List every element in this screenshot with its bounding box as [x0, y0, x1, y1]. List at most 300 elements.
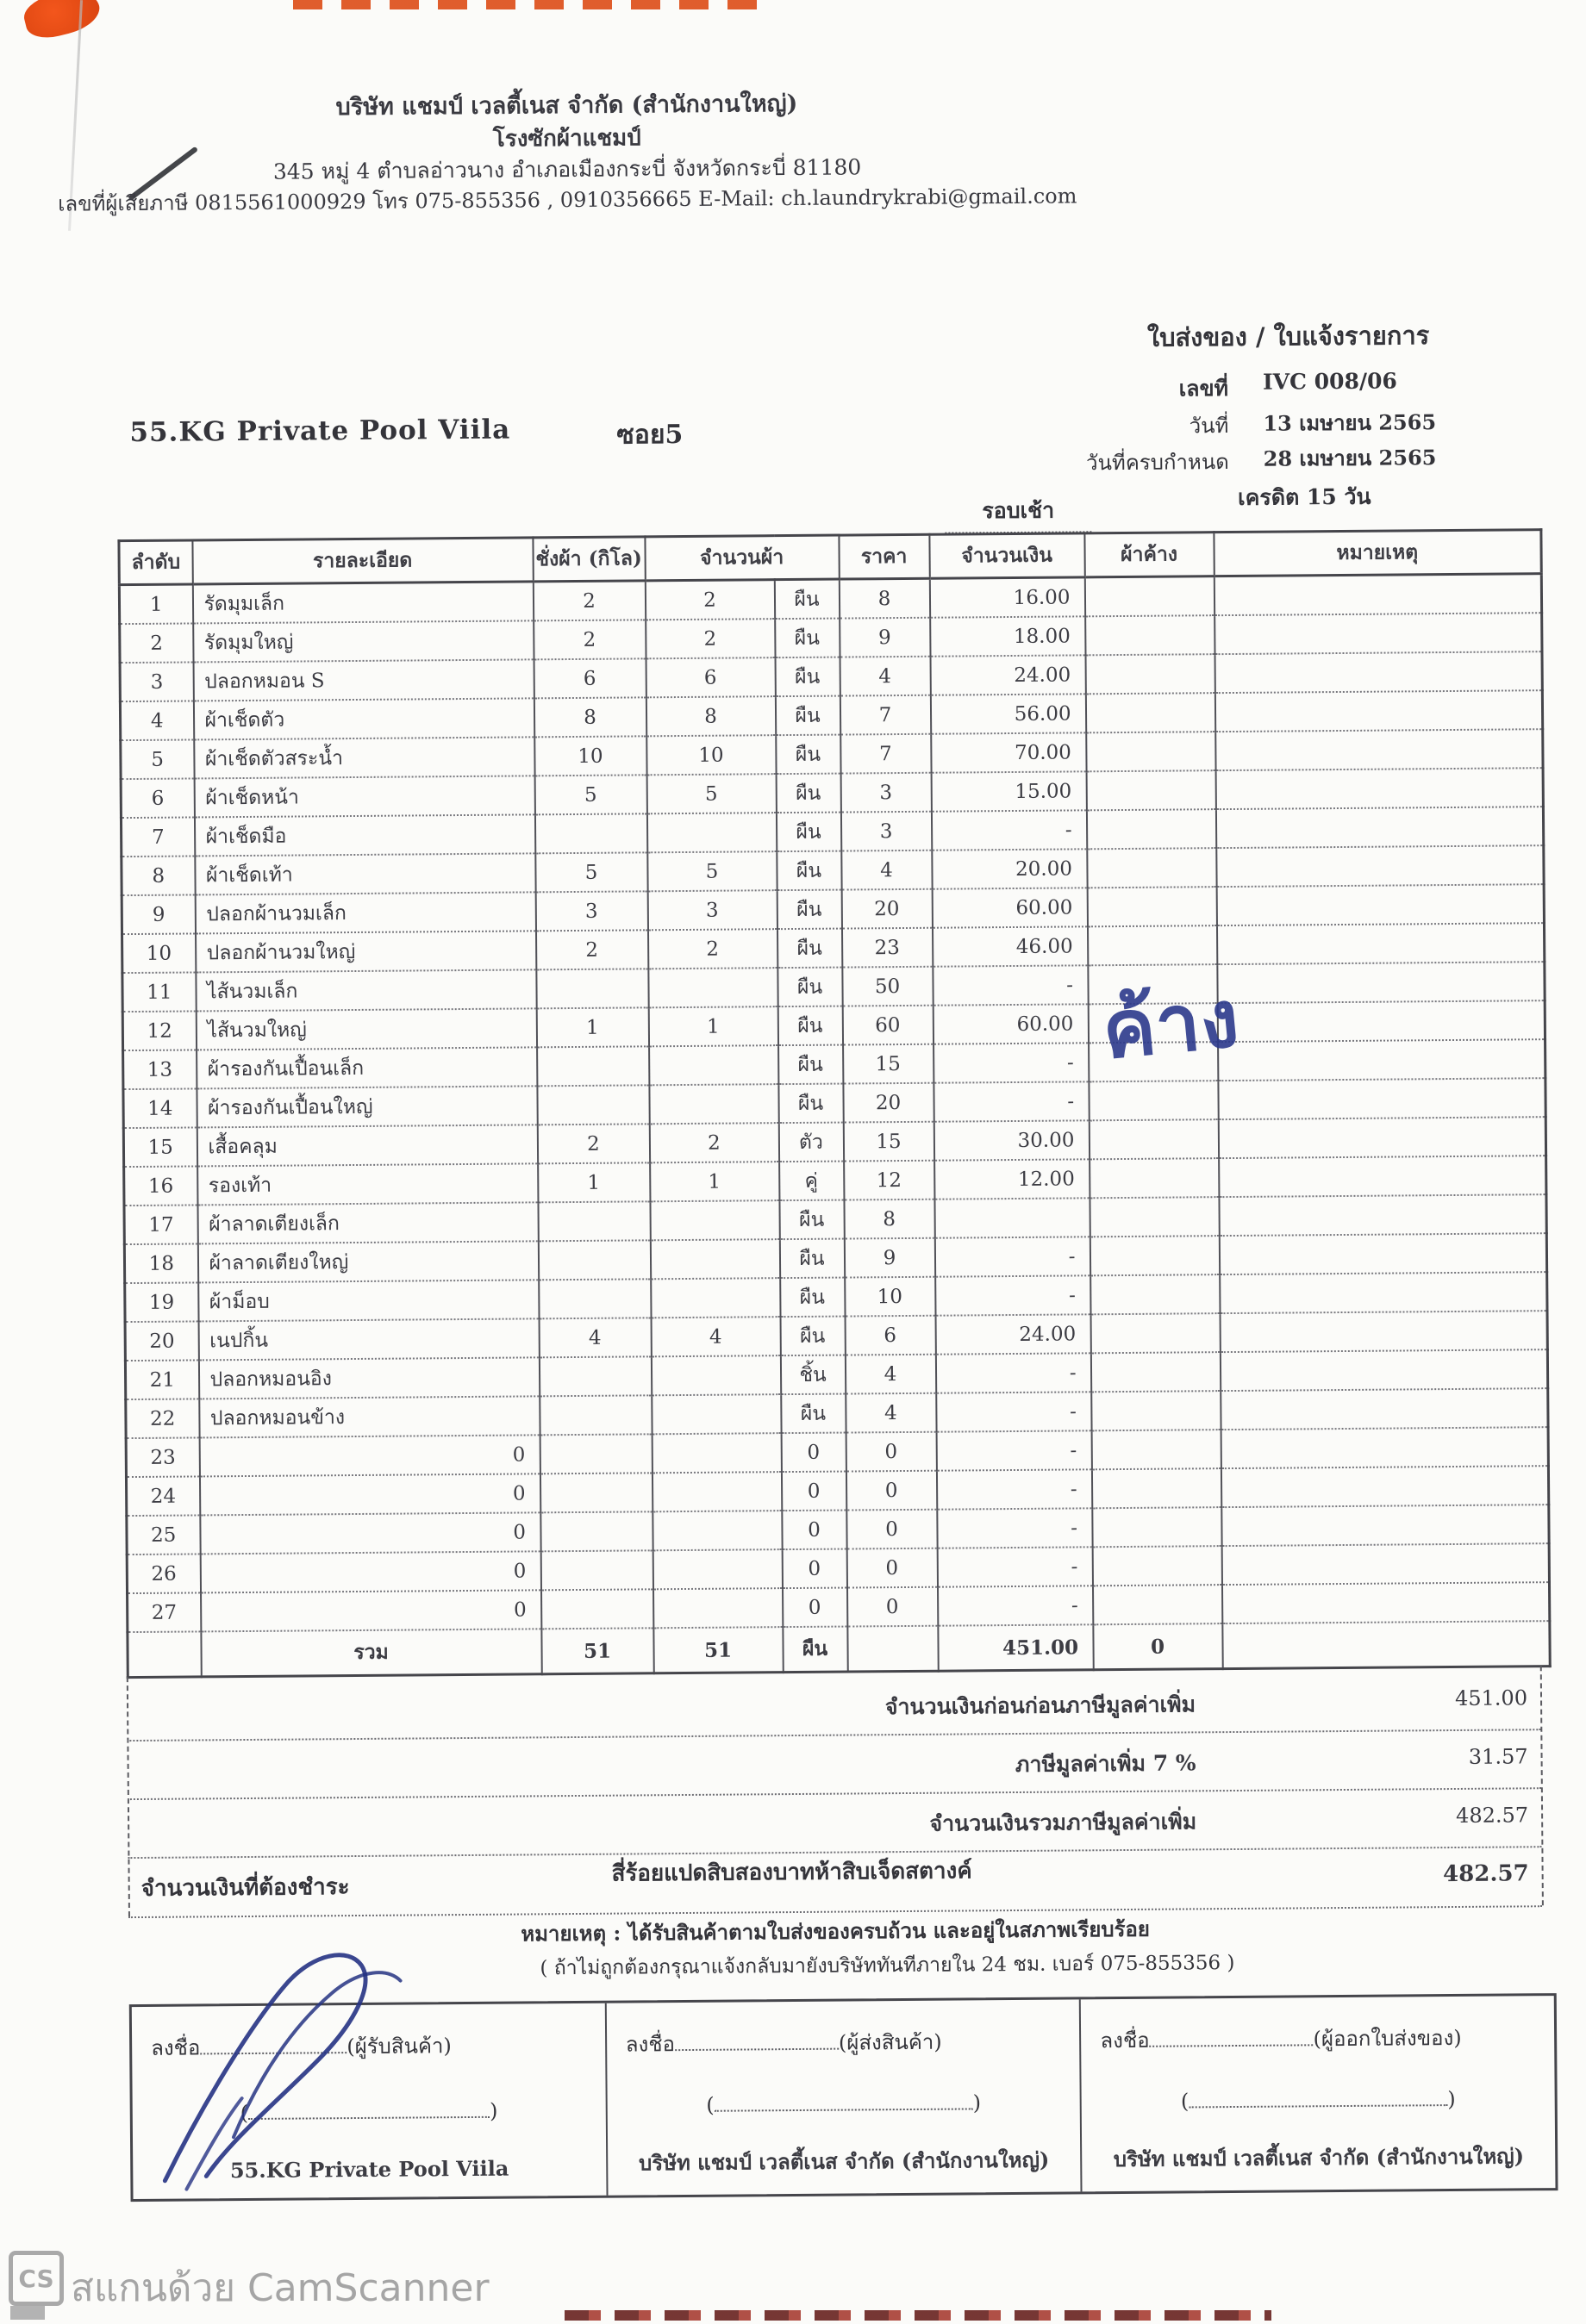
item-desc: ปลอกหมอนอิง [198, 1357, 539, 1399]
item-qty: 6 [646, 657, 775, 697]
items-table [117, 528, 1551, 1679]
item-kg: 6 [534, 658, 646, 698]
item-unit: ผืน [779, 1239, 844, 1279]
item-kg: 1 [538, 1162, 650, 1202]
total-qty: 51 [653, 1627, 783, 1673]
item-note [1221, 1388, 1548, 1430]
item-note [1220, 1272, 1547, 1313]
item-qty: 1 [648, 1006, 777, 1046]
item-note [1214, 613, 1542, 654]
item-note [1218, 1078, 1545, 1119]
item-unit: 0 [782, 1549, 846, 1589]
item-unit: 0 [783, 1588, 847, 1628]
item-pending [1090, 1274, 1220, 1314]
item-amount: 15.00 [931, 771, 1086, 811]
camscanner-brand-text: สแกนด้วย CamScanner [71, 2266, 490, 2310]
item-pending [1087, 887, 1216, 926]
item-amount: 24.00 [930, 655, 1085, 695]
item-note [1219, 1156, 1546, 1197]
item-note [1217, 1000, 1545, 1042]
company-division: โรงซักผ้าแชมป์ [492, 125, 641, 153]
grand-value: 482.57 [1456, 1803, 1529, 1828]
item-note [1220, 1311, 1547, 1352]
col-header-note: หมายเหตุ [1214, 530, 1541, 576]
item-no: 22 [126, 1399, 199, 1438]
summary-right-border [1540, 1666, 1544, 1905]
item-pending [1085, 654, 1214, 694]
invoice-date-value: 13 เมษายน 2565 [1263, 409, 1437, 436]
item-qty: 2 [646, 619, 775, 658]
item-desc: ผ้าเช็ดมือ [194, 814, 534, 856]
item-no: 8 [122, 856, 195, 895]
item-kg: 2 [534, 620, 646, 659]
item-kg [540, 1511, 653, 1551]
item-unit: ผืน [779, 1200, 844, 1240]
credit-terms: เครดิต 15 วัน [1237, 483, 1371, 510]
item-desc: ผ้าเช็ดตัว [193, 698, 534, 739]
item-amount: 70.00 [931, 732, 1086, 772]
item-note [1218, 1117, 1545, 1158]
item-desc: ผ้าเช็ดหน้า [194, 776, 534, 817]
item-amount: 20.00 [932, 849, 1087, 888]
item-unit: 0 [782, 1511, 846, 1550]
item-pending [1090, 1352, 1220, 1392]
item-no: 7 [121, 817, 194, 857]
total-unit: ผืน [783, 1627, 847, 1673]
item-amount: 56.00 [930, 694, 1085, 733]
item-note [1221, 1505, 1549, 1546]
item-qty: 2 [647, 929, 777, 969]
item-kg: 2 [533, 581, 645, 621]
item-pending [1091, 1391, 1221, 1430]
item-note [1217, 962, 1545, 1003]
item-desc: ผ้าลาดเตียงใหญ่ [197, 1241, 538, 1282]
item-desc: ผ้าลาดเตียงเล็ก [197, 1202, 538, 1243]
col-header-desc: รายละเอียด [192, 538, 533, 584]
item-unit: ผืน [777, 929, 841, 969]
item-price: 0 [846, 1471, 936, 1511]
item-desc: รัดมุมเล็ก [192, 582, 533, 624]
item-note [1219, 1233, 1546, 1274]
item-desc: ผ้ารองกันเปื้อนใหญ่ [197, 1086, 537, 1127]
item-qty [646, 813, 776, 852]
item-amount: - [936, 1469, 1091, 1509]
due-date-value: 28 เมษายน 2565 [1263, 445, 1437, 471]
item-unit: ผืน [776, 774, 840, 813]
item-qty: 2 [645, 580, 774, 620]
item-qty: 5 [646, 774, 776, 813]
receipt-note-2: ( ถ้าไม่ถูกต้องกรุณาแจ้งกลับมายังบริษัททันทีภายใน 24 ชม. เบอร์ 075-855356 ) [540, 1952, 1235, 1980]
signature-box-sender [604, 1999, 1080, 2195]
item-unit: ผืน [774, 579, 839, 619]
item-unit: ผืน [777, 851, 841, 891]
total-amount: 451.00 [938, 1624, 1093, 1671]
item-price: 6 [845, 1316, 935, 1355]
vat-value: 31.57 [1468, 1744, 1528, 1769]
name-dotted-line [1189, 2084, 1447, 2108]
item-note [1220, 1349, 1547, 1391]
item-qty: 5 [647, 851, 777, 891]
item-pending [1085, 615, 1214, 655]
item-kg [540, 1395, 652, 1435]
item-no: 25 [127, 1515, 200, 1555]
item-kg [540, 1473, 652, 1512]
item-amount: - [933, 1043, 1089, 1082]
item-amount: - [937, 1547, 1092, 1586]
item-note [1215, 768, 1543, 809]
item-qty [650, 1200, 779, 1240]
item-price: 0 [846, 1432, 936, 1472]
item-kg [536, 969, 648, 1008]
item-price: 15 [843, 1122, 933, 1162]
item-kg [540, 1550, 653, 1590]
item-price: 7 [840, 734, 931, 774]
item-note [1221, 1466, 1548, 1507]
item-unit: ผืน [776, 735, 840, 775]
item-price: 60 [842, 1006, 933, 1045]
item-qty [652, 1433, 781, 1473]
item-price: 9 [844, 1238, 934, 1278]
signature-company: บริษัท แชมป์ เวลตี้เนส จำกัด (สำนักงานใหญ่) [638, 2146, 1050, 2176]
item-desc: ไส้นวมเล็ก [196, 969, 536, 1011]
total-note [1222, 1621, 1550, 1668]
item-price: 23 [841, 928, 932, 968]
item-kg [539, 1356, 651, 1396]
item-no: 23 [126, 1437, 199, 1477]
item-pending [1091, 1468, 1221, 1508]
item-note [1221, 1543, 1549, 1585]
col-header-pending: ผ้าค้าง [1084, 533, 1214, 577]
item-note [1221, 1582, 1549, 1623]
item-qty [649, 1045, 778, 1085]
item-note [1215, 807, 1543, 848]
item-price: 3 [840, 773, 931, 813]
item-amount: - [937, 1508, 1092, 1548]
company-name: บริษัท แชมป์ เวลตี้เนส จำกัด (สำนักงานใหญ่) [335, 90, 798, 121]
invoice-date-label: วันที่ [1189, 414, 1229, 439]
item-no: 15 [123, 1127, 197, 1167]
item-amount: - [934, 1237, 1090, 1276]
subtotal-label: จำนวนเงินก่อนก่อนภาษีมูลค่าเพิ่ม [884, 1692, 1196, 1720]
item-desc: ผ้าม็อบ [198, 1280, 539, 1321]
item-price: 15 [843, 1044, 933, 1084]
item-price: 20 [841, 889, 932, 929]
company-address: 345 หมู่ 4 ตำบลอ่าวนาง อำเภอเมืองกระบี่ จังหวัดกระบี่ 81180 [272, 154, 862, 184]
item-price: 4 [846, 1393, 936, 1433]
total-pending: 0 [1093, 1623, 1222, 1670]
item-unit: ผืน [777, 1006, 842, 1046]
item-kg: 10 [534, 736, 646, 776]
item-no: 18 [124, 1243, 197, 1283]
item-no: 11 [122, 972, 196, 1012]
customer-name: 55.KG Private Pool Viila [129, 414, 511, 449]
item-pending [1090, 1158, 1219, 1198]
item-desc: รัดมุมใหญ่ [193, 620, 534, 662]
item-pending [1089, 1119, 1218, 1159]
item-unit: ผืน [780, 1278, 845, 1318]
camscanner-logo-text: CS [18, 2264, 54, 2293]
item-price: 50 [842, 967, 933, 1006]
item-unit: ชิ้น [780, 1355, 845, 1395]
item-desc: เสื้อคลุม [197, 1125, 537, 1166]
item-pending [1092, 1546, 1221, 1586]
signature-company: 55.KG Private Pool Viila [229, 2155, 509, 2184]
document-type-title: ใบส่งของ / ใบแจ้งรายการ [1146, 321, 1430, 352]
item-unit: ผืน [775, 696, 840, 736]
item-kg: 4 [539, 1318, 651, 1357]
item-unit: ผืน [775, 619, 840, 658]
item-no: 27 [128, 1592, 201, 1632]
item-desc: 0 [201, 1590, 541, 1631]
item-pending [1092, 1585, 1221, 1624]
item-price: 4 [841, 850, 932, 890]
item-no: 16 [124, 1166, 197, 1206]
col-header-kg: ชั่งผ้า (กิโล) [533, 537, 645, 582]
item-desc: 0 [200, 1551, 540, 1592]
total-label: รวม [201, 1629, 541, 1677]
item-note [1214, 690, 1542, 732]
company-contact: เลขที่ผู้เสียภาษี 0815561000929 โทร 075-855356 , 0910356665 E-Mail: ch.laundrykrabi@gmail.com [58, 184, 1077, 216]
item-qty: 3 [647, 890, 777, 930]
item-price: 20 [843, 1083, 933, 1123]
item-no: 17 [124, 1205, 197, 1244]
item-note [1216, 923, 1544, 964]
camscanner-logo-icon [9, 2251, 64, 2306]
handwritten-signature [103, 1920, 475, 2198]
item-kg [538, 1201, 650, 1241]
item-price: 10 [845, 1277, 935, 1317]
item-amount: - [933, 965, 1088, 1005]
vat-label: ภาษีมูลค่าเพิ่ม 7 % [1015, 1750, 1196, 1778]
item-amount: 60.00 [933, 1004, 1088, 1044]
item-no: 1 [119, 584, 192, 624]
item-amount: - [931, 810, 1086, 850]
item-note [1215, 729, 1543, 770]
item-qty [653, 1588, 783, 1628]
item-desc: รองเท้า [197, 1163, 538, 1205]
item-price: 3 [840, 812, 931, 851]
item-kg [541, 1589, 653, 1629]
item-unit: คู่ [779, 1162, 844, 1201]
subtotal-value: 451.00 [1454, 1685, 1528, 1710]
item-desc: เนปกิ้น [198, 1318, 539, 1360]
item-amount [934, 1198, 1090, 1237]
item-qty [649, 1084, 778, 1124]
item-note [1214, 651, 1542, 693]
item-no: 4 [120, 701, 193, 740]
item-price: 4 [845, 1355, 935, 1394]
item-price: 0 [847, 1587, 938, 1627]
name-paren-line: ( ) [152, 2094, 587, 2125]
item-price: 9 [840, 618, 930, 657]
item-desc: ไส้นวมใหญ่ [196, 1008, 536, 1050]
sign-role: (ผู้รับสินค้า) [347, 2034, 452, 2059]
summary-divider-1 [127, 1729, 1540, 1741]
receipt-note-1: หมายเหตุ : ได้รับสินค้าตามใบส่งของครบถ้วน และอยู่ในสภาพเรียบร้อย [521, 1916, 1151, 1947]
item-unit: ผืน [778, 1045, 843, 1085]
item-amount: 30.00 [933, 1120, 1089, 1160]
item-note [1216, 845, 1544, 887]
item-qty [651, 1278, 780, 1318]
item-note [1218, 1039, 1545, 1081]
item-desc: ปลอกหมอน S [193, 659, 534, 701]
item-unit: 0 [781, 1472, 846, 1511]
item-pending [1090, 1197, 1219, 1237]
item-pending [1086, 770, 1215, 810]
item-amount: - [936, 1430, 1091, 1470]
col-header-price: ราคา [839, 534, 929, 579]
total-kg: 51 [541, 1628, 653, 1674]
item-amount: 24.00 [935, 1314, 1090, 1354]
item-kg: 2 [536, 930, 648, 969]
item-pending [1090, 1313, 1220, 1353]
item-kg: 8 [534, 697, 646, 737]
item-no: 21 [125, 1360, 198, 1399]
item-unit: ผืน [777, 968, 842, 1007]
item-note [1214, 574, 1541, 615]
item-no: 10 [122, 933, 196, 973]
item-qty: 1 [650, 1162, 779, 1201]
item-kg [537, 1046, 649, 1086]
total-cell-no [128, 1631, 201, 1677]
item-unit: ผืน [777, 890, 841, 930]
item-desc: ปลอกผ้านวมเล็ก [195, 892, 535, 933]
item-kg: 3 [535, 891, 647, 931]
item-kg: 5 [534, 775, 646, 814]
customer-zone: ซอย5 [616, 419, 684, 451]
item-no: 19 [125, 1282, 198, 1322]
sign-role: (ผู้ส่งสินค้า) [838, 2029, 942, 2055]
item-qty [652, 1472, 781, 1511]
items-tbody [119, 574, 1549, 1632]
item-qty [653, 1549, 782, 1589]
item-unit: 0 [781, 1433, 846, 1473]
item-no: 14 [123, 1088, 197, 1128]
item-desc: 0 [200, 1512, 540, 1554]
item-unit: ผืน [778, 1084, 843, 1124]
item-unit: ผืน [780, 1317, 845, 1356]
item-no: 20 [125, 1321, 198, 1361]
item-unit: ตัว [778, 1123, 843, 1162]
grand-total-value: 482.57 [1443, 1860, 1529, 1888]
item-price: 0 [846, 1548, 937, 1588]
item-qty: 10 [646, 735, 776, 775]
item-amount: - [935, 1275, 1090, 1315]
amount-in-words: สี่ร้อยแปดสิบสองบาทห้าสิบเจ็ดสตางค์ [611, 1858, 972, 1887]
item-no: 24 [126, 1476, 199, 1516]
item-pending [1090, 1236, 1219, 1275]
sign-label: ลงชื่อ [151, 2035, 201, 2060]
item-qty [653, 1511, 782, 1550]
item-no: 3 [120, 662, 193, 701]
amount-due-label: จำนวนเงินที่ต้องชำระ [140, 1874, 350, 1902]
item-amount: - [935, 1353, 1090, 1393]
item-desc: ปลอกผ้านวมใหญ่ [196, 931, 536, 972]
delivery-round: รอบเช้า [945, 493, 1091, 533]
invoice-no-value: IVC 008/06 [1262, 368, 1397, 395]
item-kg [538, 1240, 650, 1280]
sign-line [626, 2024, 1061, 2061]
item-price: 8 [844, 1199, 934, 1239]
item-desc: 0 [199, 1435, 540, 1476]
item-price: 7 [840, 695, 930, 735]
name-paren-line: ( ) [626, 2086, 1061, 2117]
item-qty [650, 1239, 779, 1279]
item-no: 13 [123, 1050, 197, 1089]
item-qty [648, 968, 777, 1007]
item-qty [652, 1394, 781, 1434]
item-no: 5 [121, 739, 194, 779]
col-header-qty: จำนวนผ้า [645, 535, 839, 581]
item-price: 0 [846, 1510, 937, 1549]
item-note [1216, 884, 1544, 925]
item-amount: 16.00 [929, 577, 1084, 618]
item-desc: 0 [199, 1474, 540, 1515]
sign-line [1100, 2020, 1535, 2057]
item-amount: 46.00 [932, 926, 1087, 966]
total-price [847, 1626, 938, 1672]
item-no: 26 [127, 1554, 200, 1593]
item-desc: ผ้าเช็ดเท้า [195, 853, 535, 894]
item-amount: - [937, 1586, 1092, 1625]
item-qty [651, 1355, 780, 1395]
item-kg: 5 [535, 852, 647, 892]
item-amount: 60.00 [932, 888, 1087, 927]
name-dotted-line [715, 2087, 973, 2111]
item-pending [1084, 576, 1214, 617]
sign-label: ลงชื่อ [625, 2032, 676, 2057]
item-pending [1087, 848, 1216, 888]
col-header-no: ลำดับ [119, 540, 192, 585]
item-desc: ผ้าเช็ดตัวสระน้ำ [194, 737, 534, 778]
item-kg [534, 813, 646, 853]
summary-divider-2 [128, 1787, 1541, 1800]
item-kg [540, 1434, 652, 1474]
col-header-amount: จำนวนเงิน [929, 533, 1084, 578]
item-kg [539, 1279, 651, 1318]
item-kg: 1 [536, 1007, 648, 1047]
camscanner-logo-tab [10, 2306, 45, 2320]
item-pending [1085, 693, 1214, 732]
item-price: 4 [840, 657, 930, 696]
item-unit: ผืน [776, 813, 840, 852]
name-paren-line: ( ) [1101, 2083, 1536, 2114]
sign-dotted-line [675, 2028, 839, 2051]
handwritten-pending-note: ค้าง [1098, 971, 1243, 1077]
item-amount: 18.00 [930, 616, 1085, 656]
item-note [1221, 1427, 1548, 1468]
item-price: 8 [839, 578, 929, 618]
item-no: 6 [121, 778, 194, 818]
item-amount: - [933, 1081, 1089, 1121]
item-desc: ผ้ารองกันเปื้อนเล็ก [197, 1047, 537, 1088]
signature-box-issuer [1079, 1996, 1555, 2191]
signature-company: บริษัท แชมป์ เวลตี้เนส จำกัด (สำนักงานใหญ่) [1113, 2143, 1525, 2172]
item-price: 12 [844, 1161, 934, 1200]
item-qty: 2 [649, 1123, 778, 1162]
sign-role: (ผู้ออกใบส่งของ) [1313, 2025, 1462, 2052]
item-qty: 4 [651, 1317, 780, 1356]
due-date-label: วันที่ครบกำหนด [1085, 450, 1229, 476]
item-no: 12 [122, 1011, 196, 1050]
item-note [1219, 1194, 1546, 1236]
item-amount: - [936, 1392, 1091, 1431]
item-desc: ปลอกหมอนข้าง [199, 1396, 540, 1437]
item-unit: ผืน [781, 1394, 846, 1434]
item-pending [1086, 732, 1215, 771]
item-pending [1092, 1507, 1221, 1547]
item-kg: 2 [537, 1124, 649, 1163]
